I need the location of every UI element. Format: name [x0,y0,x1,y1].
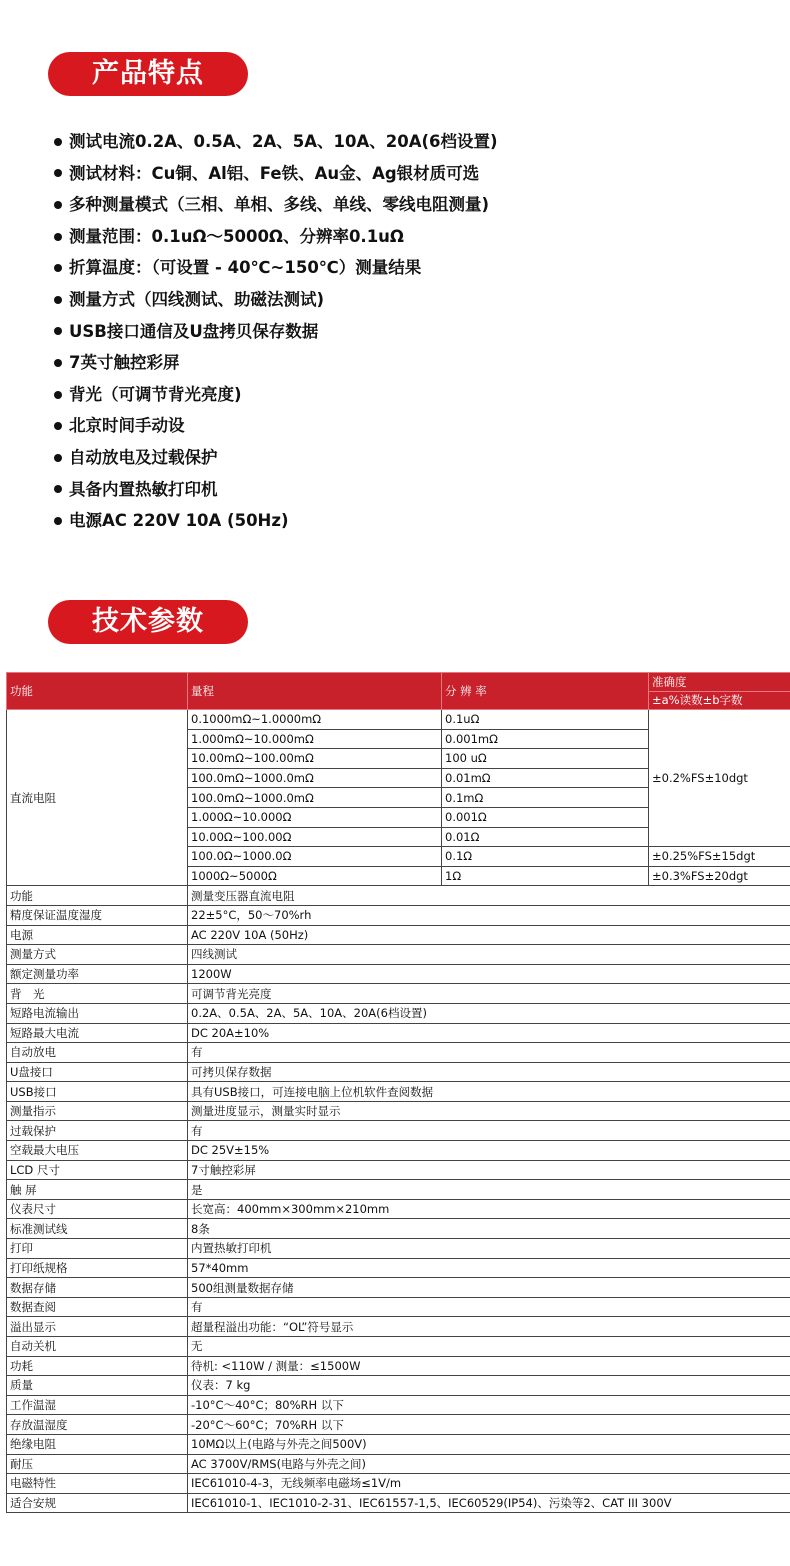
features-list [54,126,498,537]
bullet-icon [54,485,62,493]
spec-value: 0.2A、0.5A、2A、5A、10A、20A(6档设置) [188,1003,790,1023]
header-function: 功能 [7,673,188,710]
spec-value: IEC61010-1、IEC1010-2-31、IEC61557-1,5、IEC60529(IP54)、污染等2、CAT III 300V [188,1493,790,1513]
spec-value: 测量变压器直流电阻 [188,886,790,906]
spec-key: 测量指示 [7,1101,188,1121]
spec-key: 背 光 [7,984,188,1004]
header-range: 量程 [188,673,442,710]
bullet-icon [54,233,62,241]
bullet-icon [54,264,62,272]
spec-key: 打印 [7,1239,188,1259]
spec-key: 耐压 [7,1454,188,1474]
spec-value: 仪表：7 kg [188,1376,790,1396]
feature-item: 背光（可调节背光亮度) [54,379,498,411]
spec-key: 存放温湿度 [7,1415,188,1435]
features-section-title: 产品特点 [48,52,248,96]
spec-value: 1200W [188,964,790,984]
spec-row [7,1415,790,1435]
range-cell: 100.0Ω~1000.0Ω [188,847,442,867]
spec-value: 500组测量数据存储 [188,1278,790,1298]
range-cell: 10.00mΩ~100.00mΩ [188,749,442,769]
spec-value: 超量程溢出功能：“OL”符号显示 [188,1317,790,1337]
spec-value: 有 [188,1043,790,1063]
spec-key: 自动关机 [7,1337,188,1357]
bullet-icon [54,169,62,177]
spec-key: 工作温湿 [7,1395,188,1415]
bullet-icon [54,422,62,430]
spec-key: 打印纸规格 [7,1258,188,1278]
feature-item: 测量范围：0.1uΩ～5000Ω、分辨率0.1uΩ [54,221,498,253]
header-accuracy: 准确度 [649,673,790,692]
spec-row [7,1160,790,1180]
spec-value: 测量进度显示，测量实时显示 [188,1101,790,1121]
spec-row [7,1101,790,1121]
resolution-cell: 0.1uΩ [442,710,649,730]
spec-key: 短路电流输出 [7,1003,188,1023]
spec-row [7,1454,790,1474]
spec-value: 无 [188,1337,790,1357]
spec-key: 数据存储 [7,1278,188,1298]
range-cell: 10.00Ω~100.00Ω [188,827,442,847]
spec-key: LCD 尺寸 [7,1160,188,1180]
spec-row [7,1317,790,1337]
spec-key: 数据查阅 [7,1297,188,1317]
spec-row [7,1219,790,1239]
spec-row [7,1199,790,1219]
spec-value: 可拷贝保存数据 [188,1062,790,1082]
resolution-cell: 100 uΩ [442,749,649,769]
spec-row [7,1297,790,1317]
spec-value: DC 25V±15% [188,1141,790,1161]
spec-table [6,672,790,1513]
spec-value: 长宽高：400mm×300mm×210mm [188,1199,790,1219]
spec-row [7,1434,790,1454]
spec-row [7,984,790,1004]
spec-key: 电磁特性 [7,1474,188,1494]
feature-item: 折算温度：（可设置 - 40℃~150℃）测量结果 [54,252,498,284]
spec-row [7,905,790,925]
spec-value: 22±5°C，50～70%rh [188,905,790,925]
spec-value: 待机: <110W / 测量：≤1500W [188,1356,790,1376]
feature-item: 测试材料：Cu铜、Al铝、Fe铁、Au金、Ag银材质可选 [54,158,498,190]
spec-value: 57*40mm [188,1258,790,1278]
range-cell: 0.1000mΩ~1.0000mΩ [188,710,442,730]
spec-key: 仪表尺寸 [7,1199,188,1219]
spec-value: 可调节背光亮度 [188,984,790,1004]
resolution-cell: 0.01mΩ [442,768,649,788]
range-cell: 100.0mΩ~1000.0mΩ [188,768,442,788]
feature-item: 测量方式（四线测试、助磁法测试) [54,284,498,316]
spec-key: 标准测试线 [7,1219,188,1239]
spec-row [7,1062,790,1082]
accuracy-cell: ±0.3%FS±20dgt [649,866,790,886]
spec-row [7,1043,790,1063]
spec-key: 测量方式 [7,945,188,965]
accuracy-cell: ±0.25%FS±15dgt [649,847,790,867]
spec-key: 额定测量功率 [7,964,188,984]
spec-row [7,1395,790,1415]
resolution-cell: 1Ω [442,866,649,886]
spec-value: 有 [188,1297,790,1317]
resolution-cell: 0.001Ω [442,807,649,827]
spec-row [7,1121,790,1141]
header-accuracy-sub: ±a%读数±b字数 [649,691,790,710]
spec-key: 过载保护 [7,1121,188,1141]
spec-value: AC 220V 10A (50Hz) [188,925,790,945]
resolution-cell: 0.01Ω [442,827,649,847]
bullet-icon [54,296,62,304]
feature-item: 7英寸触控彩屏 [54,347,498,379]
bullet-icon [54,359,62,367]
spec-key: 短路最大电流 [7,1023,188,1043]
spec-row [7,1082,790,1102]
spec-row [7,1258,790,1278]
dc-resistance-label: 直流电阻 [7,710,188,886]
spec-value: 内置热敏打印机 [188,1239,790,1259]
spec-value: DC 20A±10% [188,1023,790,1043]
spec-key: 适合安规 [7,1493,188,1513]
range-cell: 1.000Ω~10.000Ω [188,807,442,827]
spec-row [7,945,790,965]
spec-value: 有 [188,1121,790,1141]
range-cell: 1000Ω~5000Ω [188,866,442,886]
resolution-cell: 0.1Ω [442,847,649,867]
spec-row [7,886,790,906]
spec-key: 空载最大电压 [7,1141,188,1161]
spec-key: 功能 [7,886,188,906]
spec-section-title: 技术参数 [48,600,248,644]
range-cell: 100.0mΩ~1000.0mΩ [188,788,442,808]
header-resolution: 分 辨 率 [442,673,649,710]
spec-row [7,1141,790,1161]
table-row [7,710,790,730]
spec-key: 绝缘电阻 [7,1434,188,1454]
spec-row [7,1356,790,1376]
spec-row [7,1278,790,1298]
table-header-row [7,673,790,692]
resolution-cell: 0.1mΩ [442,788,649,808]
spec-value: -20°C～60°C；70%RH 以下 [188,1415,790,1435]
spec-value: 是 [188,1180,790,1200]
spec-row [7,925,790,945]
spec-row [7,1239,790,1259]
feature-item: USB接口通信及U盘拷贝保存数据 [54,316,498,348]
spec-row [7,964,790,984]
spec-value: 四线测试 [188,945,790,965]
spec-value: IEC61010-4-3，无线频率电磁场≤1V/m [188,1474,790,1494]
feature-item: 测试电流0.2A、0.5A、2A、5A、10A、20A(6档设置) [54,126,498,158]
spec-key: 自动放电 [7,1043,188,1063]
spec-value: 10MΩ以上(电路与外壳之间500V) [188,1434,790,1454]
spec-row [7,1180,790,1200]
bullet-icon [54,517,62,525]
feature-item: 自动放电及过载保护 [54,442,498,474]
spec-row [7,1376,790,1396]
feature-item: 北京时间手动设 [54,410,498,442]
feature-item: 具备内置热敏打印机 [54,474,498,506]
spec-key: USB接口 [7,1082,188,1102]
spec-value: AC 3700V/RMS(电路与外壳之间) [188,1454,790,1474]
bullet-icon [54,391,62,399]
spec-key: 质量 [7,1376,188,1396]
spec-value: -10°C～40°C；80%RH 以下 [188,1395,790,1415]
range-cell: 1.000mΩ~10.000mΩ [188,729,442,749]
spec-key: 触 屏 [7,1180,188,1200]
feature-item: 多种测量模式（三相、单相、多线、单线、零线电阻测量) [54,189,498,221]
spec-value: 7寸触控彩屏 [188,1160,790,1180]
spec-key: 溢出显示 [7,1317,188,1337]
feature-item: 电源AC 220V 10A (50Hz) [54,505,498,537]
spec-value: 8条 [188,1219,790,1239]
bullet-icon [54,138,62,146]
spec-row [7,1474,790,1494]
spec-row [7,1003,790,1023]
spec-key: 精度保证温度湿度 [7,905,188,925]
bullet-icon [54,327,62,335]
spec-key: U盘接口 [7,1062,188,1082]
bullet-icon [54,201,62,209]
spec-row [7,1023,790,1043]
spec-row [7,1337,790,1357]
spec-row [7,1493,790,1513]
resolution-cell: 0.001mΩ [442,729,649,749]
spec-key: 功耗 [7,1356,188,1376]
bullet-icon [54,454,62,462]
spec-value: 具有USB接口，可连接电脑上位机软件查阅数据 [188,1082,790,1102]
accuracy-cell: ±0.2%FS±10dgt [649,710,790,847]
spec-key: 电源 [7,925,188,945]
